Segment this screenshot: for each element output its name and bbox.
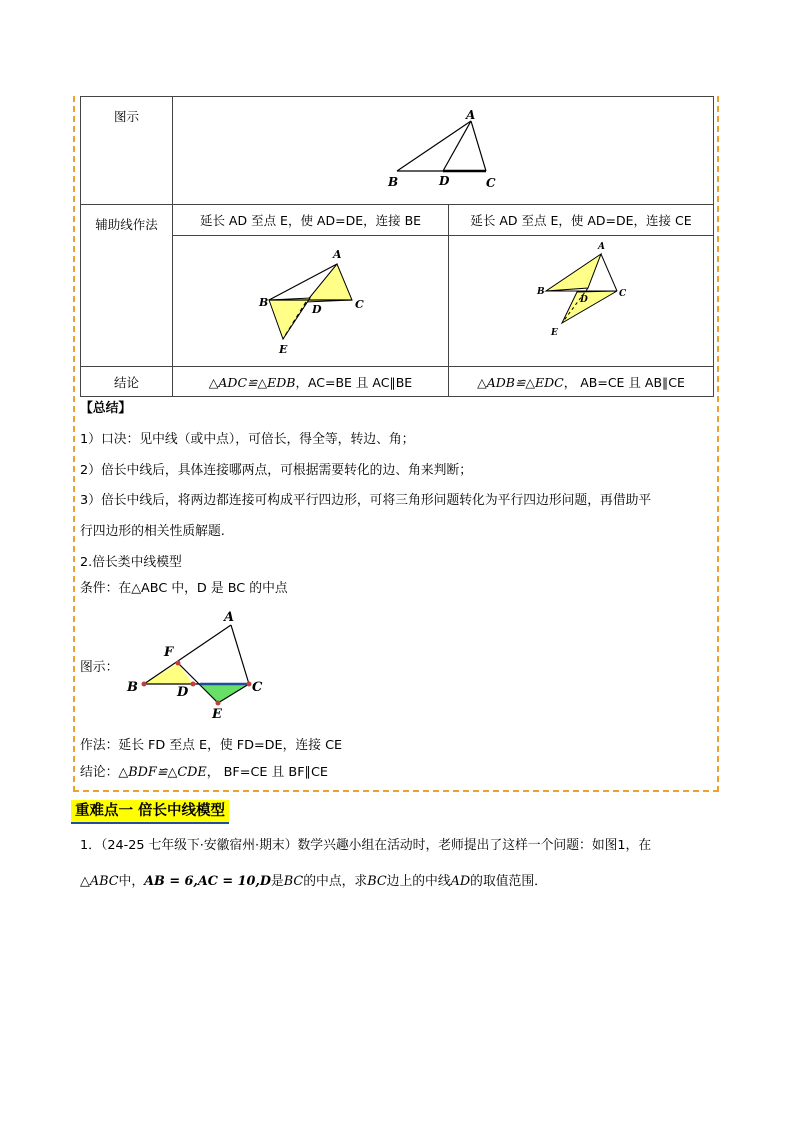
extend-ad-connect-ce-figure: [449, 236, 714, 363]
right-figure-cell: [449, 236, 714, 367]
extend-ad-connect-be-figure: [173, 236, 449, 363]
main-figure-cell: [173, 97, 714, 205]
text-zhong: 中，: [118, 874, 145, 889]
midpoint-model-figure: [118, 608, 278, 724]
label-b: B: [259, 296, 269, 309]
summary-line-1: 1）口决：见中线（或中点），可倍长，得全等，转边、角；: [80, 432, 415, 447]
summary-line-2: 2）倍长中线后，具体连接哪两点，可根据需要转化的边、角来判断；: [80, 463, 473, 478]
label-b: B: [127, 680, 138, 695]
left-figure-cell: [173, 236, 449, 367]
math-given: AB = 6,AC = 10,D: [144, 874, 271, 889]
method-right: 延长 AD 至点 E，使 AD=DE，连接 CE: [449, 205, 714, 236]
model-table: [80, 96, 714, 397]
label-d: D: [312, 303, 322, 316]
math-bc-2: BC: [367, 874, 387, 889]
label-b: B: [537, 287, 545, 297]
question-line-1: 1．（24-25 七年级下·安徽宿州·期末）数学兴趣小组在活动时，老师提出了这样一个问题：如图1，在: [80, 838, 652, 853]
method-left: 延长 AD 至点 E，使 AD=DE，连接 BE: [173, 205, 449, 236]
conclusion-left: [173, 367, 449, 397]
question-line-2: [80, 870, 547, 889]
label-c: C: [486, 176, 496, 190]
label-c: C: [355, 298, 364, 311]
row-header-figure: 图示: [81, 97, 173, 205]
text-midpoint: 的中点，求: [303, 874, 368, 889]
conclusion-right-text: ， AB=CE 且 AB∥CE: [563, 374, 685, 390]
math-ad: AD: [450, 874, 471, 889]
summary-line-3a: 3）倍长中线后，将两边都连接可构成平行四边形，可将三角形问题转化为平行四边形问题，再借助平: [80, 493, 652, 508]
label-d: D: [439, 174, 450, 188]
label-e: E: [279, 343, 288, 356]
section-title: 重难点一 倍长中线模型: [71, 800, 229, 824]
conclusion-prefix: 结论：: [80, 765, 119, 780]
conclusion-text: ， BF=CE 且 BF∥CE: [206, 765, 328, 780]
label-d: D: [177, 685, 189, 700]
label-a: A: [466, 108, 476, 122]
model2-method: 作法：延长 FD 至点 E，使 FD=DE，连接 CE: [80, 738, 343, 753]
model2-conclusion: [80, 764, 328, 782]
label-d: D: [580, 295, 588, 305]
congruence-left: △ADC≌△EDB: [208, 374, 296, 390]
congruence-bdf-cde: △BDF≌△CDE: [118, 765, 207, 780]
text-range: 的取值范围．: [470, 874, 547, 889]
label-c: C: [619, 289, 627, 299]
summary-title: 【总结】: [80, 401, 132, 416]
congruence-right: △ADB≌△EDC: [477, 374, 564, 390]
model2-figure-label: 图示：: [80, 660, 119, 675]
label-c: C: [252, 680, 263, 695]
row-header-conclusion: 结论: [81, 367, 173, 397]
conclusion-right: [449, 367, 714, 397]
math-abc: ABC: [89, 874, 119, 889]
label-e: E: [551, 328, 558, 338]
text-shi: 是: [270, 874, 284, 889]
model2-title: 2.倍长类中线模型: [80, 555, 182, 570]
label-a: A: [224, 610, 235, 625]
label-b: B: [388, 175, 399, 189]
label-a: A: [333, 248, 342, 261]
triangle-symbol: △: [80, 874, 90, 889]
label-a: A: [598, 242, 605, 252]
summary-line-3b: 行四边形的相关性质解题.: [80, 524, 225, 539]
model2-condition: 条件：在△ABC 中，D 是 BC 的中点: [80, 581, 288, 596]
label-f: F: [164, 645, 174, 660]
conclusion-left-text: ，AC=BE 且 AC∥BE: [295, 374, 413, 390]
row-header-aux-line: 辅助线作法: [81, 205, 173, 367]
text-median: 边上的中线: [386, 874, 451, 889]
math-bc: BC: [283, 874, 304, 889]
label-e: E: [212, 707, 222, 722]
triangle-abc-figure: [173, 97, 714, 201]
